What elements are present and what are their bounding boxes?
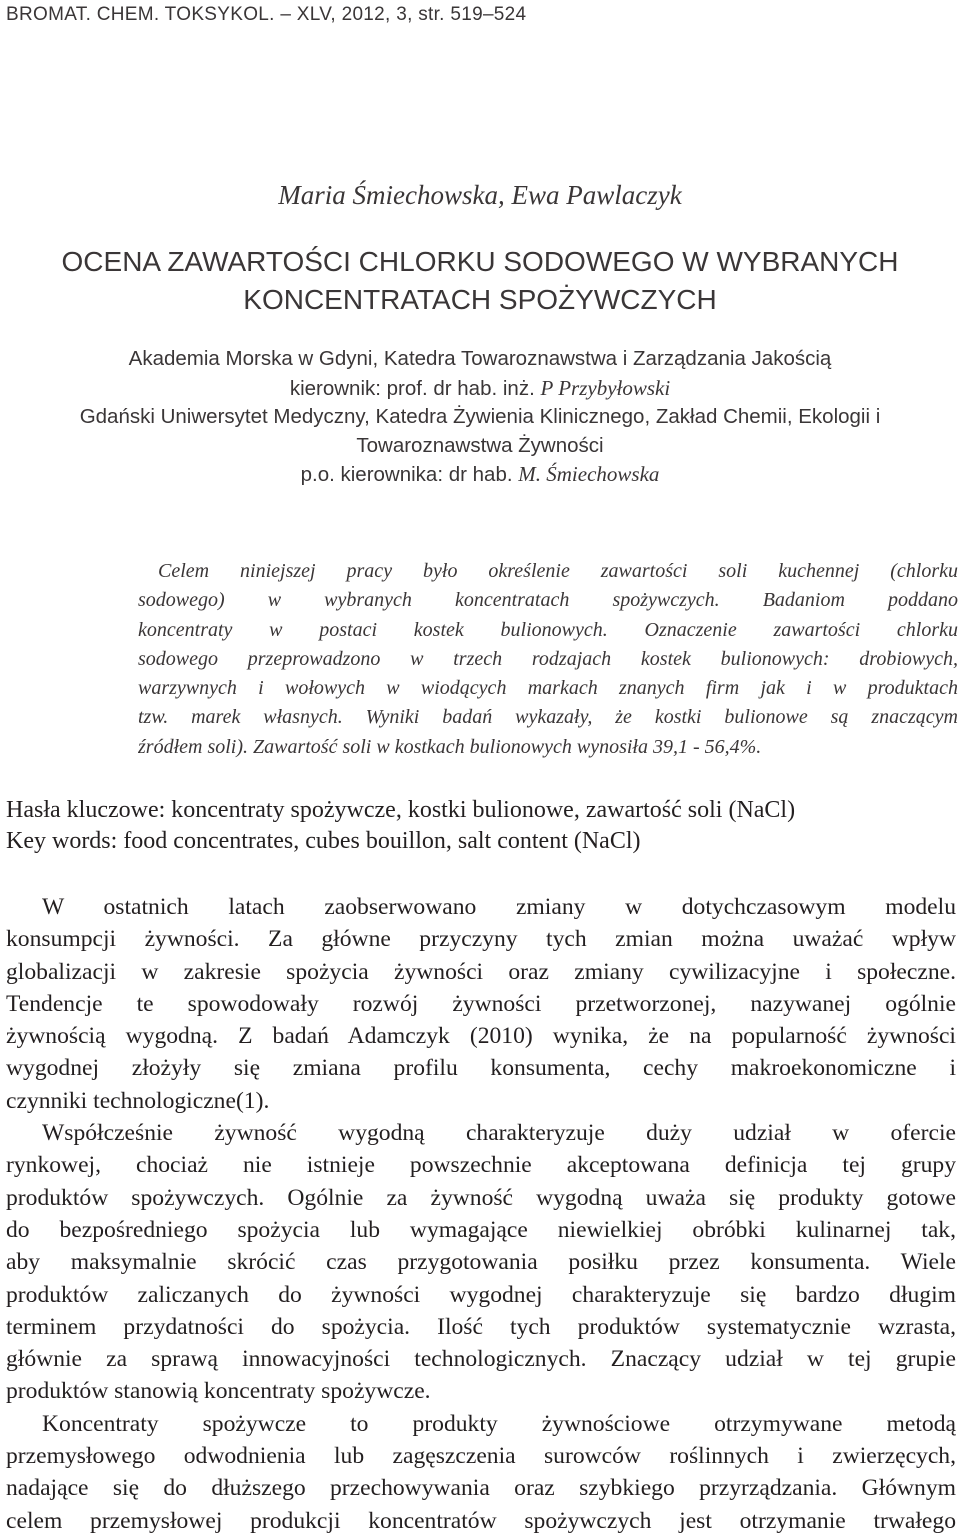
body-line: W ostatnich latach zaobserwowano zmiany w dotychczasowym modelu [42, 894, 956, 920]
abstract-line: warzywnych i wołowych w wiodących markach znanych firm jak i w produktach [138, 677, 958, 700]
body-line: głównie za sprawą innowacyjności technologicznych. Znaczący udział w tej grupie [6, 1346, 956, 1373]
body-line: przemysłowego odwodnienia lub zagęszczenia surowców roślinnych i zwierzęcych, [6, 1443, 956, 1470]
affiliation-line: Gdański Uniwersytet Medyczny, Katedra Żywienia Klinicznego, Zakład Chemii, Ekologii i [79, 405, 881, 428]
affiliation-line: Towaroznawstwa Żywności [356, 433, 604, 457]
body-line: czynniki technologiczne(1). [6, 1087, 270, 1114]
paper-title [0, 243, 960, 319]
body-line: do bezpośredniego spożycia lub wymagające niewielkiej obróbki kulinarnej tak, [6, 1216, 956, 1243]
body-line: globalizacji w zakresie spożycia żywności oraz zmiany cywilizacyjne i społeczne. [6, 958, 956, 985]
keywords-polish: Hasła kluczowe: koncentraty spożywcze, kostki bulionowe, zawartość soli (NaCl) [6, 797, 796, 823]
body-line: produktów spożywczych. Ogólnie za żywność wygodną uważa się produkty gotowe [6, 1184, 956, 1211]
abstract-line: sodowego przeprowadzono w trzech rodzajach kostek bulionowych: drobiowych, [138, 647, 958, 670]
affiliation-line [0, 460, 960, 490]
body-line: celem przemysłowej produkcji koncentratów spożywczych jest otrzymanie trwałego [6, 1507, 956, 1534]
body-line: konsumpcji żywności. Za główne przyczyny tych zmian można uważać wpływ [6, 926, 956, 953]
affiliation-line: Akademia Morska w Gdyni, Katedra Towaroznawstwa i Zarządzania Jakością [128, 347, 832, 370]
body-line: Koncentraty spożywcze to produkty żywnościowe otrzymywane metodą [42, 1410, 956, 1437]
affiliation-head-label: kierownik: prof. dr hab. inż. [289, 376, 535, 400]
abstract-line: koncentraty w postaci kostek bulionowych. Oznaczenie zawartości chlorku [138, 618, 958, 641]
title-line: KONCENTRATACH SPOŻYWCZYCH [243, 284, 717, 315]
keywords [6, 795, 956, 857]
running-head: BROMAT. CHEM. TOKSYKOL. – XLV, 2012, 3, str. 519–524 [6, 4, 527, 25]
body-line: terminem przydatności do spożycia. Ilość tych produktów systematycznie wzrasta, [6, 1313, 956, 1340]
body-line: żywnością wygodną. Z badań Adamczyk (2010) wynika, że na popularność żywności [6, 1023, 956, 1050]
keywords-english: Key words: food concentrates, cubes bouillon, salt content (NaCl) [6, 828, 641, 854]
abstract-line: źródłem soli). Zawartość soli w kostkach bulionowych wynosiła 39,1 - 56,4%. [138, 735, 762, 758]
affiliation-line [0, 374, 960, 404]
body-text [6, 891, 956, 1535]
authors: Maria Śmiechowska, Ewa Pawlaczyk [278, 180, 682, 210]
affiliation-head-label: p.o. kierownika: dr hab. [300, 463, 513, 486]
abstract-line: sodowego) w wybranych koncentratach spożywczych. Badaniom poddano [138, 589, 958, 612]
body-line: nadające się do dłuższego przechowywania oraz szybkiego przyrządzania. Głównym [6, 1475, 956, 1502]
body-line: Tendencje te spowodowały rozwój żywności przetworzonej, nazywanej ogólnie [6, 990, 956, 1017]
abstract-line: Celem niniejszej pracy było określenie zawartości soli kuchennej (chlorku [158, 560, 958, 582]
affiliations [0, 345, 960, 490]
affiliation-head-name: M. Śmiechowska [518, 462, 660, 486]
body-line: aby maksymalnie skrócić czas przygotowania posiłku przez konsumenta. Wiele [6, 1249, 956, 1276]
abstract [138, 557, 958, 762]
title-line: OCENA ZAWARTOŚCI CHLORKU SODOWEGO W WYBRANYCH [61, 246, 899, 277]
body-line: wygodnej złożyły się zmiana profilu konsumenta, cechy makroekonomiczne i [6, 1055, 956, 1082]
body-line: produktów stanowią koncentraty spożywcze. [6, 1378, 431, 1405]
body-line: produktów zaliczanych do żywności wygodnej charakteryzuje się bardzo długim [6, 1281, 956, 1308]
abstract-line: tzw. marek własnych. Wyniki badań wykazały, że kostki bulionowe są znaczącym [138, 706, 958, 729]
affiliation-head-name: P Przybyłowski [540, 375, 671, 400]
body-line: rynkowej, chociaż nie istnieje powszechnie akceptowana definicja tej grupy [6, 1152, 956, 1179]
body-line: Współcześnie żywność wygodną charakteryzuje duży udział w ofercie [42, 1120, 956, 1147]
